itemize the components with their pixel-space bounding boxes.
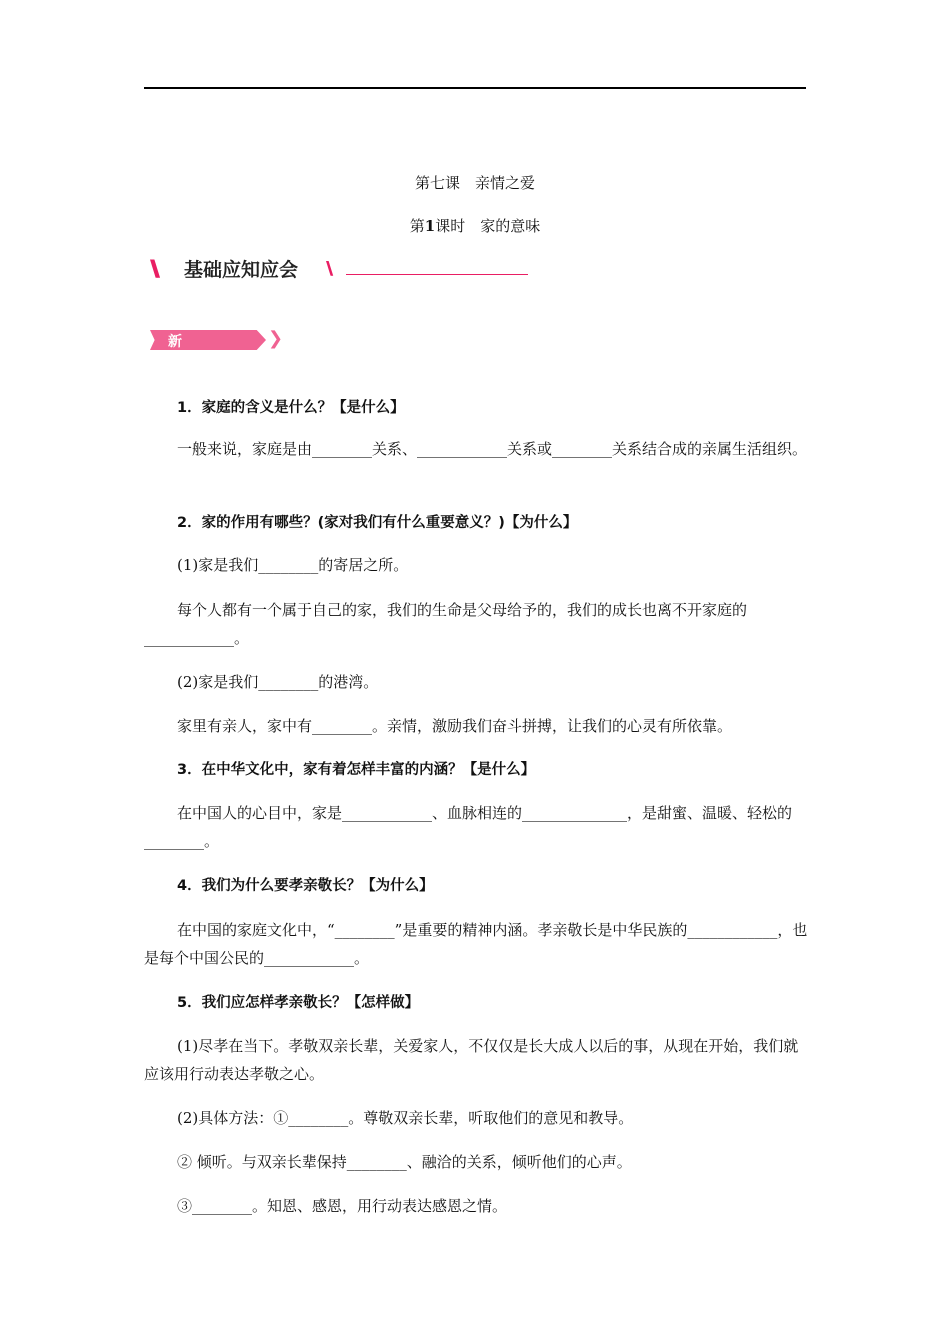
- section-title: 基础应知应会: [184, 259, 299, 281]
- answer-5-4: ③________。知恩、感恩，用行动表达感恩之情。: [177, 1197, 508, 1215]
- answer-2-1-detail: 每个人都有一个属于自己的家，我们的生命是父母给予的，我们的成长也离不开家庭的____________。: [144, 601, 748, 647]
- period-title: [0, 215, 950, 236]
- answer-5-2: (2)具体方法：①________。尊敬双亲长辈，听取他们的意见和教导。: [177, 1109, 634, 1127]
- question-4: 4．我们为什么要孝亲敬长？【为什么】: [177, 878, 434, 894]
- header-rule: [144, 87, 806, 89]
- section-underline: [346, 274, 528, 275]
- question-2: 2．家的作用有哪些？(家对我们有什么重要意义？)【为什么】: [177, 515, 578, 531]
- slash-icon: \\: [150, 257, 155, 282]
- lesson-title: 第七课 亲情之爱: [414, 174, 535, 192]
- section-banner: [150, 255, 530, 281]
- chevron-right-icon: ❯: [268, 328, 284, 349]
- answer-5-1: (1)尽孝在当下。孝敬双亲长辈，关爱家人，不仅仅是长大成人以后的事，从现在开始，我们就应该用行动表达孝敬之心。: [144, 1037, 799, 1083]
- tag-label: 新知梳理: [168, 334, 183, 410]
- double-slash-icon: \\: [326, 258, 329, 279]
- answer-2-2-detail: 家里有亲人，家中有________。亲情，激励我们奋斗拼搏，让我们的心灵有所依靠。: [177, 717, 733, 735]
- period-suffix: 课时 家的意味: [435, 217, 541, 235]
- period-prefix: 第: [409, 217, 425, 235]
- answer-2-1: (1)家是我们________的寄居之所。: [177, 556, 409, 574]
- question-1: 1．家庭的含义是什么？【是什么】: [177, 400, 405, 416]
- question-3: 3．在中华文化中，家有着怎样丰富的内涵？【是什么】: [177, 762, 536, 778]
- period-number: 1: [424, 217, 436, 235]
- question-5: 5．我们应怎样孝亲敬长？【怎样做】: [177, 995, 420, 1011]
- answer-1: 一般来说，家庭是由________关系、____________关系或________关系结合成的亲属生活组织。: [177, 440, 808, 458]
- answer-5-3: ② 倾听。与双亲长辈保持________、融洽的关系，倾听他们的心声。: [177, 1153, 632, 1171]
- answer-2-2: (2)家是我们________的港湾。: [177, 673, 379, 691]
- answer-4: 在中国的家庭文化中，“________”是重要的精神内涵。孝亲敬长是中华民族的____________，也是每个中国公民的____________。: [144, 921, 808, 967]
- answer-3: 在中国人的心目中，家是____________、血脉相连的______________，是甜蜜、温暖、轻松的________。: [144, 804, 793, 850]
